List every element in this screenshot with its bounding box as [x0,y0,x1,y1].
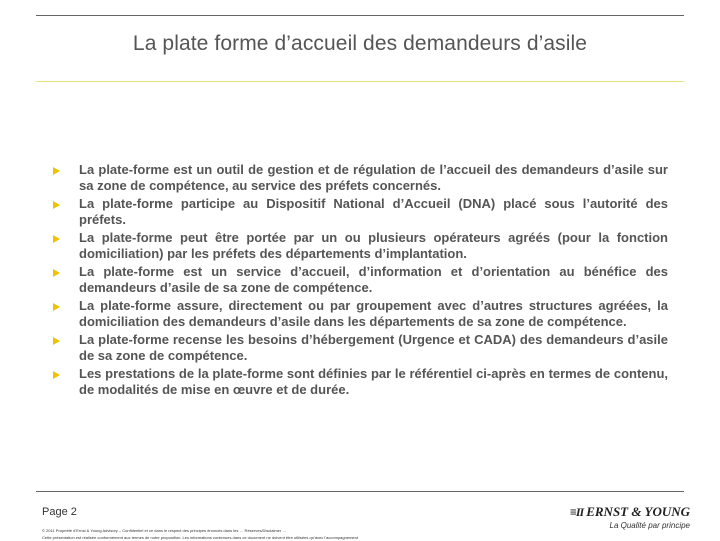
bullet-item [50,332,668,364]
top-rule [36,15,684,16]
legal-line-1: © 2011 Propriété d’Ernst & Young Advisory – Confidentiel et ce dans le respect des principes énoncés dans les … Réserves/Disclaimer … [42,528,287,533]
triangle-bullet-icon [53,167,60,175]
legal-notice [42,527,522,541]
triangle-bullet-icon [53,235,60,243]
triangle-bullet-icon [53,371,60,379]
bullet-text: La plate-forme est un service d’accueil, d’information et d’orientation au bénéfice des demandeurs d’asile de sa zone de compétence. [79,264,668,295]
logo-tagline: La Qualité par principe [609,521,690,530]
slide-title: La plate forme d’accueil des demandeurs d’asile [132,32,588,55]
ey-logo-icon: ≡II [570,505,584,519]
page-number: Page 2 [42,506,77,518]
bullet-text: La plate-forme peut être portée par un ou plusieurs opérateurs agréés (pour la fonction domiciliation) par les préfets des départements d’implantation. [79,230,668,261]
bullet-text: La plate-forme recense les besoins d’hébergement (Urgence et CADA) des demandeurs d’asile de sa zone de compétence. [79,332,668,363]
bullet-item [50,162,668,194]
legal-line-2: Cette présentation est réalisée conformément aux termes de notre proposition. Les informations contenues dans ce document ne doivent être utilisées qu’avec l’accompagnement [42,535,358,540]
ernst-young-logo [560,504,690,530]
bullet-text: La plate-forme est un outil de gestion et de régulation de l’accueil des demandeurs d’asile sur sa zone de compétence, au service des préfets concernés. [79,162,668,193]
triangle-bullet-icon [53,269,60,277]
triangle-bullet-icon [53,337,60,345]
footer-rule [36,491,684,492]
logo-name: ERNST & YOUNG [586,504,690,519]
bullet-item [50,264,668,296]
bullet-item [50,196,668,228]
bullet-text: La plate-forme assure, directement ou par groupement avec d’autres structures agréées, la domiciliation des demandeurs d’asile dans les départements de sa zone de compétence. [79,298,668,329]
bullet-list [50,162,668,400]
triangle-bullet-icon [53,303,60,311]
triangle-bullet-icon [53,201,60,209]
bullet-text: Les prestations de la plate-forme sont définies par le référentiel ci-après en termes de contenu, de modalités de mise en œuvre et de durée. [79,366,668,397]
bullet-item [50,298,668,330]
bullet-text: La plate-forme participe au Dispositif National d’Accueil (DNA) placé sous l’autorité des préfets. [79,196,668,227]
bullet-item [50,366,668,398]
bullet-item [50,230,668,262]
title-underline [36,81,684,82]
